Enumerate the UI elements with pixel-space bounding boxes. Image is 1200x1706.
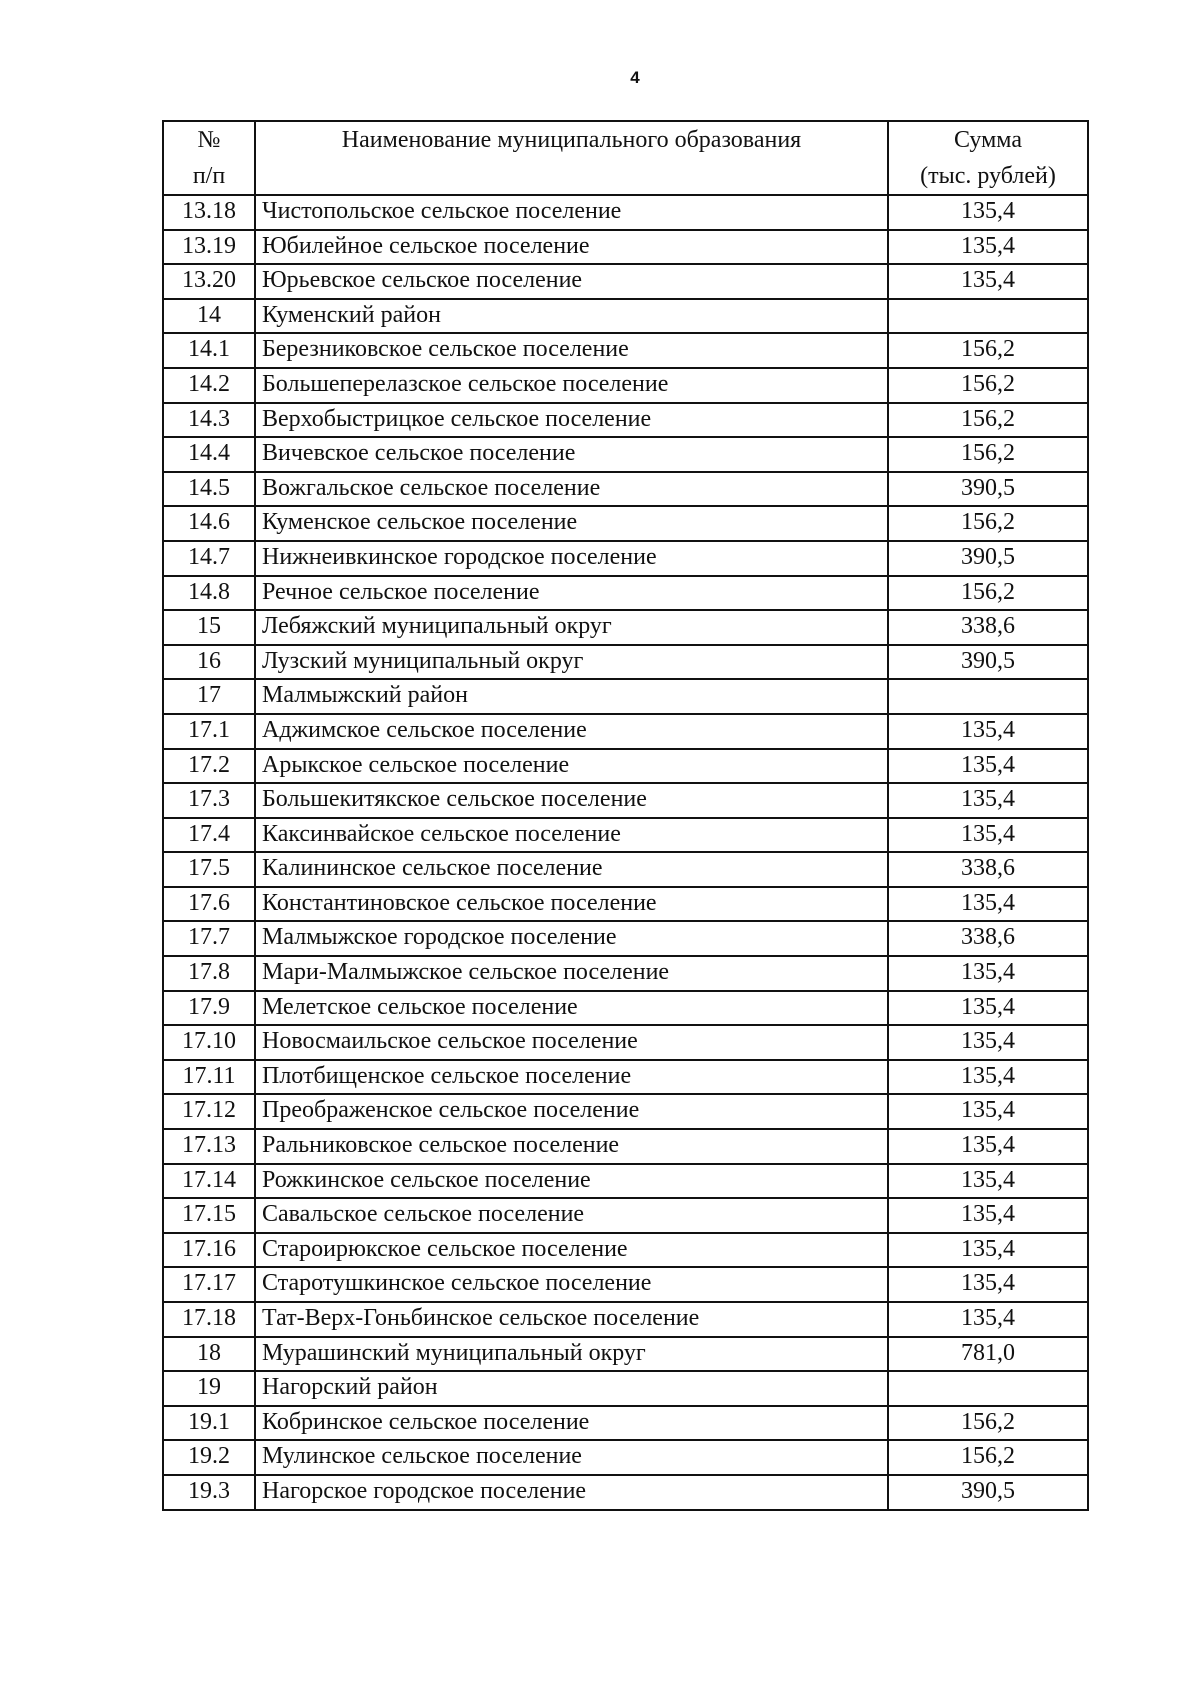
row-number: 14.6 (163, 506, 255, 541)
row-name: Савальское сельское поселение (255, 1198, 888, 1233)
row-amount: 156,2 (888, 333, 1088, 368)
table-row (163, 1129, 1088, 1164)
table-row (163, 299, 1088, 334)
row-name: Нагорское городское поселение (255, 1475, 888, 1510)
row-amount: 156,2 (888, 403, 1088, 438)
row-amount: 156,2 (888, 437, 1088, 472)
table-row (163, 1233, 1088, 1268)
table-row (163, 818, 1088, 853)
row-name: Новосмаильское сельское поселение (255, 1025, 888, 1060)
row-name: Старотушкинское сельское поселение (255, 1267, 888, 1302)
row-number: 19.1 (163, 1406, 255, 1441)
row-name: Рожкинское сельское поселение (255, 1164, 888, 1199)
row-amount: 135,4 (888, 1198, 1088, 1233)
row-amount: 135,4 (888, 1164, 1088, 1199)
table-row (163, 783, 1088, 818)
table-row (163, 1337, 1088, 1372)
row-name: Речное сельское поселение (255, 576, 888, 611)
row-number: 17.10 (163, 1025, 255, 1060)
table-row (163, 506, 1088, 541)
row-amount: 135,4 (888, 714, 1088, 749)
row-number: 17.4 (163, 818, 255, 853)
row-amount: 390,5 (888, 645, 1088, 680)
row-name: Березниковское сельское поселение (255, 333, 888, 368)
row-amount: 135,4 (888, 1129, 1088, 1164)
table-row (163, 368, 1088, 403)
row-number: 19.3 (163, 1475, 255, 1510)
row-number: 15 (163, 610, 255, 645)
row-amount: 156,2 (888, 506, 1088, 541)
row-number: 17.3 (163, 783, 255, 818)
row-number: 17.1 (163, 714, 255, 749)
row-amount (888, 299, 1088, 334)
row-number: 13.19 (163, 230, 255, 265)
header-number-line1: № (197, 127, 221, 153)
row-number: 17.17 (163, 1267, 255, 1302)
row-amount: 135,4 (888, 1025, 1088, 1060)
row-number: 17.6 (163, 887, 255, 922)
row-name: Староирюкское сельское поселение (255, 1233, 888, 1268)
row-number: 18 (163, 1337, 255, 1372)
table-row (163, 1060, 1088, 1095)
table-row (163, 1406, 1088, 1441)
row-amount: 156,2 (888, 368, 1088, 403)
row-amount: 135,4 (888, 264, 1088, 299)
table-row (163, 852, 1088, 887)
row-name: Верхобыстрицкое сельское поселение (255, 403, 888, 438)
row-number: 14.2 (163, 368, 255, 403)
row-amount: 135,4 (888, 818, 1088, 853)
row-name: Мари-Малмыжское сельское поселение (255, 956, 888, 991)
row-name: Тат-Верх-Гоньбинское сельское поселение (255, 1302, 888, 1337)
row-name: Вожгальское сельское поселение (255, 472, 888, 507)
row-amount: 135,4 (888, 887, 1088, 922)
row-number: 19.2 (163, 1440, 255, 1475)
row-name: Малмыжское городское поселение (255, 921, 888, 956)
row-name: Ральниковское сельское поселение (255, 1129, 888, 1164)
table-row (163, 1440, 1088, 1475)
row-number: 14.7 (163, 541, 255, 576)
row-name: Преображенское сельское поселение (255, 1094, 888, 1129)
header-amount-line1: Сумма (954, 127, 1022, 153)
row-number: 17 (163, 679, 255, 714)
header-name (255, 121, 888, 195)
row-number: 14.4 (163, 437, 255, 472)
table-row (163, 1371, 1088, 1406)
row-amount: 135,4 (888, 1302, 1088, 1337)
table-row (163, 1302, 1088, 1337)
row-amount (888, 1371, 1088, 1406)
row-number: 14.1 (163, 333, 255, 368)
table-row (163, 1198, 1088, 1233)
row-amount (888, 679, 1088, 714)
row-amount: 390,5 (888, 472, 1088, 507)
row-name: Большеперелазское сельское поселение (255, 368, 888, 403)
row-number: 17.9 (163, 991, 255, 1026)
row-number: 13.20 (163, 264, 255, 299)
header-number-line2: п/п (192, 163, 226, 189)
row-amount: 135,4 (888, 783, 1088, 818)
row-amount: 390,5 (888, 541, 1088, 576)
row-number: 17.14 (163, 1164, 255, 1199)
row-name: Мулинское сельское поселение (255, 1440, 888, 1475)
table-row (163, 610, 1088, 645)
row-amount: 156,2 (888, 1440, 1088, 1475)
allocation-table (162, 120, 1089, 1511)
table-row (163, 195, 1088, 230)
row-number: 17.7 (163, 921, 255, 956)
row-name: Лебяжский муниципальный округ (255, 610, 888, 645)
row-name: Юрьевское сельское поселение (255, 264, 888, 299)
table-row (163, 714, 1088, 749)
row-amount: 390,5 (888, 1475, 1088, 1510)
table-row (163, 679, 1088, 714)
table-row (163, 541, 1088, 576)
row-number: 16 (163, 645, 255, 680)
row-name: Лузский муниципальный округ (255, 645, 888, 680)
row-name: Константиновское сельское поселение (255, 887, 888, 922)
table-row (163, 437, 1088, 472)
table-row (163, 956, 1088, 991)
row-name: Малмыжский район (255, 679, 888, 714)
row-number: 13.18 (163, 195, 255, 230)
row-amount: 135,4 (888, 195, 1088, 230)
table-row (163, 264, 1088, 299)
row-number: 19 (163, 1371, 255, 1406)
page-number: 4 (630, 68, 640, 87)
row-amount: 135,4 (888, 1094, 1088, 1129)
row-name: Кобринское сельское поселение (255, 1406, 888, 1441)
row-amount: 135,4 (888, 956, 1088, 991)
table-row (163, 1164, 1088, 1199)
row-name: Чистопольское сельское поселение (255, 195, 888, 230)
table-row (163, 472, 1088, 507)
row-amount: 135,4 (888, 1233, 1088, 1268)
row-amount: 135,4 (888, 991, 1088, 1026)
row-amount: 135,4 (888, 749, 1088, 784)
row-amount: 338,6 (888, 921, 1088, 956)
table-row (163, 887, 1088, 922)
table-row (163, 921, 1088, 956)
row-name: Плотбищенское сельское поселение (255, 1060, 888, 1095)
row-number: 17.16 (163, 1233, 255, 1268)
header-amount-line2: (тыс. рублей) (920, 163, 1056, 189)
row-number: 17.2 (163, 749, 255, 784)
table-body (163, 195, 1088, 1510)
row-number: 17.13 (163, 1129, 255, 1164)
table-row (163, 230, 1088, 265)
row-number: 14.5 (163, 472, 255, 507)
table-row (163, 749, 1088, 784)
row-number: 17.12 (163, 1094, 255, 1129)
row-amount: 338,6 (888, 610, 1088, 645)
row-name: Куменский район (255, 299, 888, 334)
row-amount: 156,2 (888, 576, 1088, 611)
table-row (163, 403, 1088, 438)
header-number (163, 121, 255, 195)
row-amount: 135,4 (888, 1060, 1088, 1095)
row-number: 14.3 (163, 403, 255, 438)
row-amount: 156,2 (888, 1406, 1088, 1441)
row-name: Калининское сельское поселение (255, 852, 888, 887)
header-amount (888, 121, 1088, 195)
row-name: Юбилейное сельское поселение (255, 230, 888, 265)
row-number: 17.8 (163, 956, 255, 991)
row-number: 17.15 (163, 1198, 255, 1233)
row-name: Куменское сельское поселение (255, 506, 888, 541)
row-name: Арыкское сельское поселение (255, 749, 888, 784)
table-row (163, 1025, 1088, 1060)
table-row (163, 1475, 1088, 1510)
row-amount: 338,6 (888, 852, 1088, 887)
row-name: Мелетское сельское поселение (255, 991, 888, 1026)
row-name: Аджимское сельское поселение (255, 714, 888, 749)
table-row (163, 991, 1088, 1026)
row-name: Большекитякское сельское поселение (255, 783, 888, 818)
table-header-row (163, 121, 1088, 195)
row-number: 17.5 (163, 852, 255, 887)
row-number: 17.18 (163, 1302, 255, 1337)
row-name: Каксинвайское сельское поселение (255, 818, 888, 853)
table-row (163, 1094, 1088, 1129)
row-name: Вичевское сельское поселение (255, 437, 888, 472)
header-name-text: Наименование муниципального образования (341, 127, 802, 153)
row-amount: 781,0 (888, 1337, 1088, 1372)
row-name: Нижнеивкинское городское поселение (255, 541, 888, 576)
row-number: 14 (163, 299, 255, 334)
row-name: Нагорский район (255, 1371, 888, 1406)
row-number: 14.8 (163, 576, 255, 611)
row-number: 17.11 (163, 1060, 255, 1095)
table-row (163, 333, 1088, 368)
row-amount: 135,4 (888, 230, 1088, 265)
row-name: Мурашинский муниципальный округ (255, 1337, 888, 1372)
row-amount: 135,4 (888, 1267, 1088, 1302)
table-row (163, 645, 1088, 680)
table-row (163, 1267, 1088, 1302)
table-row (163, 576, 1088, 611)
